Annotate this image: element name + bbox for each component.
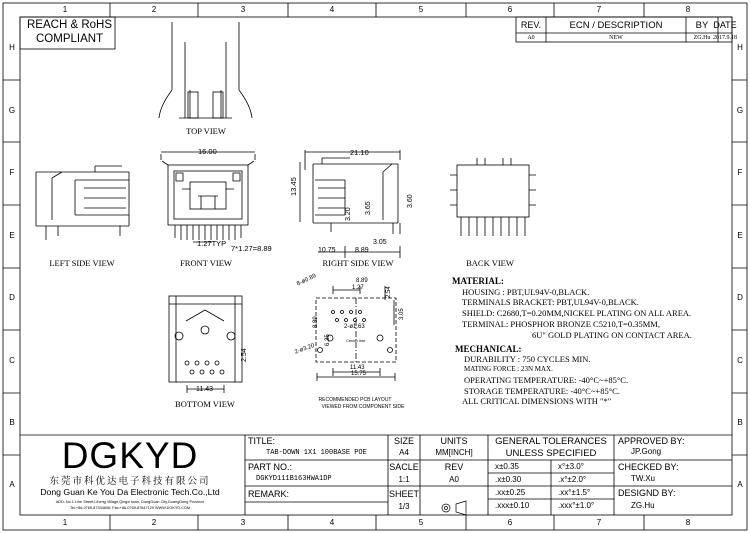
- label-top-view: TOP VIEW: [186, 126, 226, 136]
- frame-col-label-bottom: 8: [685, 518, 691, 527]
- rev-header-desc: ECN / DESCRIPTION: [569, 20, 663, 31]
- frame-row-label-right: B: [737, 418, 743, 427]
- dim-pcb-hole: 8-ø0.89: [296, 273, 318, 288]
- dim-pcb-635: 6.35: [325, 334, 331, 346]
- units-label: UNITS: [440, 436, 468, 446]
- approved-label: APPROVED BY:: [618, 436, 685, 446]
- title-value: TAB-DOWN 1X1 100BASE POE: [266, 449, 367, 457]
- frame-row-label-left: B: [9, 418, 15, 427]
- units-value: MM[INCH]: [435, 448, 473, 457]
- material-line-5: 6U" GOLD PLATING ON CONTACT AREA.: [532, 330, 692, 340]
- tolerance-ang-2: .xx°±1.5°: [558, 488, 591, 497]
- rev-label: REV: [444, 462, 464, 472]
- tolerance-ang-0: x°±3.0°: [558, 462, 584, 471]
- bottom-view-drawing: [169, 296, 242, 393]
- dim-rs-d2: 3.65: [365, 201, 372, 215]
- frame-row-label-left: E: [9, 231, 15, 240]
- approved-value: JP.Gong: [631, 447, 662, 456]
- left-side-view-drawing: [36, 166, 129, 240]
- rev-header-date: DATE: [713, 20, 737, 30]
- remark-label: REMARK:: [248, 489, 290, 499]
- front-view-drawing: [161, 152, 255, 242]
- rev-header-by: BY: [695, 20, 709, 31]
- company-name-en: Dong Guan Ke You Da Electronic Tech.Co.,Ltd: [40, 487, 220, 497]
- dim-pcb-w1: 11.43: [350, 365, 365, 371]
- label-pcb-line1: RECOMMENDED PCB LAYOUT: [318, 397, 392, 403]
- frame-col-label-bottom: 1: [62, 518, 68, 527]
- label-left-side-view: LEFT SIDE VIEW: [49, 258, 115, 268]
- scale-value: 1:1: [398, 475, 410, 484]
- mechanical-line-3: OPERATING TEMPERATURE: -40°C~+85°C.: [464, 375, 629, 385]
- compliance-line1: REACH & RoHS: [27, 19, 112, 31]
- dim-pcb-pitch: 1.27: [352, 285, 364, 291]
- label-bottom-view: BOTTOM VIEW: [175, 399, 235, 409]
- rev-row-desc: NEW: [609, 35, 623, 41]
- part-label: PART NO.:: [248, 462, 293, 472]
- size-value: A4: [399, 448, 409, 457]
- title-label: TITLE:: [248, 436, 276, 446]
- frame-col-label-top: 8: [685, 5, 691, 14]
- dim-rs-d1: 3.20: [345, 207, 352, 221]
- tolerance-title-2: UNLESS SPECIFIED: [505, 448, 597, 459]
- tolerance-title-1: GENERAL TOLERANCES: [495, 436, 607, 447]
- dim-rs-height: 13.45: [289, 177, 298, 196]
- dim-pcb-hole2: 2-ø1.63: [344, 324, 365, 330]
- dim-rs-d3: 3.60: [407, 194, 414, 208]
- mechanical-line-2: MATING FORCE : 23N MAX.: [464, 365, 553, 373]
- rev-value: A0: [449, 475, 459, 484]
- company-logo: DGKYD: [61, 435, 199, 476]
- dim-pcb-w2: 15.75: [351, 371, 367, 377]
- sheet-label: SHEET: [388, 489, 420, 499]
- material-line-1: HOUSING : PBT,UL94V-0,BLACK.: [462, 287, 590, 297]
- tolerance-lin-2: .xx±0.25: [495, 488, 526, 497]
- frame-row-label-left: A: [9, 480, 15, 489]
- material-line-2: TERMINALS BRACKET: PBT,UL94V-0,BLACK.: [462, 297, 639, 307]
- frame-col-label-bottom: 4: [329, 518, 335, 527]
- dim-pcb-span: 8.89: [356, 278, 368, 284]
- material-line-3: SHIELD: C2680,T=0.20MM,NICKEL PLATING ON ALL AREA.: [462, 308, 692, 318]
- dim-rs-b1: 10.75: [318, 247, 336, 254]
- mechanical-line-4: STORAGE TEMPERATURE: -40°C~+85°C.: [464, 386, 620, 396]
- frame-row-label-right: G: [736, 106, 744, 115]
- dim-pcb-305: 3.05: [399, 308, 405, 320]
- frame-col-label-bottom: 5: [418, 518, 424, 527]
- material-line-4: TERMINAL: PHOSPHOR BRONZE C5210,T=0.35MM,: [462, 319, 660, 329]
- tolerance-lin-0: x±0.35: [495, 462, 519, 471]
- frame-row-label-right: A: [737, 480, 743, 489]
- dim-front-width: 16.00: [198, 147, 217, 156]
- frame-col-label-bottom: 2: [151, 518, 157, 527]
- back-view-drawing: [450, 158, 536, 236]
- frame-col-label-bottom: 3: [240, 518, 246, 527]
- dim-pcb-hole3: 2-ø3.20: [294, 342, 316, 356]
- frame-col-label-top: 6: [507, 5, 513, 14]
- rev-row-date: 2017.9.18: [713, 35, 737, 41]
- frame-row-label-left: F: [9, 168, 15, 177]
- mechanical-line-1: DURABILITY : 750 CYCLES MIN.: [464, 354, 591, 364]
- label-right-side-view: RIGHT SIDE VIEW: [322, 258, 394, 268]
- material-title: MATERIAL:: [452, 276, 504, 286]
- frame-row-label-right: E: [737, 231, 743, 240]
- frame-row-label-left: H: [9, 43, 15, 52]
- frame-col-label-top: 5: [418, 5, 424, 14]
- tolerance-lin-1: .x±0.30: [495, 475, 522, 484]
- frame-row-label-right: C: [737, 356, 743, 365]
- part-value: DGKYD111B163HWA1DP: [256, 475, 332, 483]
- designed-value: ZG.Hu: [631, 501, 655, 510]
- dim-rs-width: 21.10: [350, 148, 369, 157]
- company-address: ADD: No.1 Lihe Street,Liheng Village,Qingxi town, DongGuan City,GuangDong Province: [55, 500, 205, 504]
- mechanical-title: MECHANICAL:: [455, 344, 522, 354]
- frame-col-label-top: 3: [240, 5, 246, 14]
- designed-label: DESIGND BY:: [618, 488, 676, 498]
- size-label: SIZE: [393, 436, 415, 446]
- dim-rs-b2: 8.89: [355, 247, 369, 254]
- dim-bottom-w: 11.43: [196, 386, 213, 393]
- top-view-drawing: [159, 22, 252, 118]
- label-front-view: FRONT VIEW: [180, 258, 232, 268]
- frame-row-label-right: H: [737, 43, 743, 52]
- frame-row-label-right: F: [737, 168, 743, 177]
- frame-row-label-left: G: [8, 106, 16, 115]
- frame-row-label-left: C: [9, 356, 15, 365]
- sheet-value: 1/3: [398, 502, 410, 511]
- tolerance-ang-1: .x°±2.0°: [558, 475, 587, 484]
- checked-label: CHECKED BY:: [618, 462, 679, 472]
- tolerance-ang-3: .xxx°±1.0°: [558, 501, 595, 510]
- tolerance-lin-3: .xxx±0.10: [495, 501, 530, 510]
- rev-header-rev: REV.: [520, 20, 542, 30]
- dim-front-span: 7*1.27=8.89: [231, 244, 272, 253]
- mechanical-line-5: ALL CRITICAL DIMENSIONS WITH "*": [462, 396, 612, 406]
- dim-front-pitch: 1.27TYP: [197, 239, 227, 248]
- dim-bottom-h: 2.54: [241, 348, 248, 362]
- company-contact: Tel:+86-0769-87334606; Fax:+86-0769-87647129 WWW.DGKYD.COM: [69, 506, 191, 510]
- projection-symbol: [442, 501, 466, 515]
- scale-label: SACLE: [389, 462, 419, 472]
- frame-col-label-top: 7: [596, 5, 602, 14]
- frame-row-label-right: D: [737, 293, 743, 302]
- label-back-view: BACK VIEW: [466, 258, 514, 268]
- dim-pcb-center: Center line: [346, 338, 366, 343]
- frame-col-label-top: 1: [62, 5, 68, 14]
- label-pcb-line2: VIEWED FROM COMPONENT SIDE: [321, 404, 405, 410]
- company-name-cn: 东莞市科优达电子科技有限公司: [49, 476, 211, 487]
- frame-col-label-bottom: 7: [596, 518, 602, 527]
- frame-col-label-top: 4: [329, 5, 335, 14]
- checked-value: TW.Xu: [631, 474, 656, 483]
- dim-rs-b3: 3.05: [373, 239, 387, 246]
- compliance-line2: COMPLIANT: [36, 33, 104, 45]
- frame-col-label-top: 2: [151, 5, 157, 14]
- rev-row-rev: A0: [527, 35, 535, 41]
- dim-pcb-889v: 8.89: [313, 316, 319, 328]
- frame-col-label-bottom: 6: [507, 518, 513, 527]
- rev-row-by: ZG.Hu: [693, 35, 711, 41]
- dim-pcb-254: 2.54: [386, 286, 392, 298]
- frame-row-label-left: D: [9, 293, 15, 302]
